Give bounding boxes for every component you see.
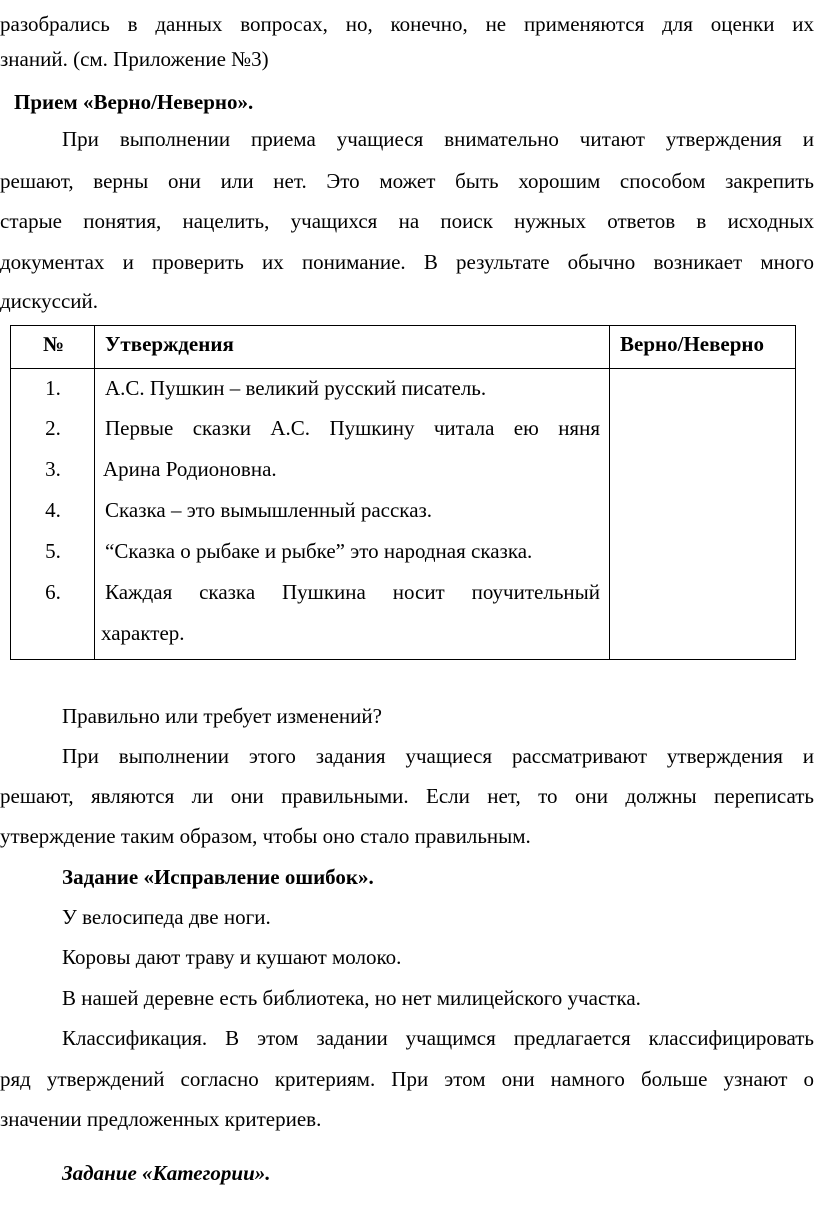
statement-line: Каждая сказка Пушкина носит поучительный [105,580,600,604]
header-number-label: № [43,332,65,356]
table-header-row [11,326,796,369]
row-number: 6. [45,580,61,604]
header-number [11,326,95,369]
statement-line: А.С. Пушкин – великий русский писатель. [105,376,487,400]
answer-cell[interactable] [610,369,796,660]
header-statements [95,326,610,369]
header-statements-label: Утверждения [105,332,234,356]
number-cell [11,369,95,660]
statement-line: Сказка – это вымышленный рассказ. [105,498,433,522]
paragraph-line: При выполнении приема учащиеся внимательно читают утверждения и [62,127,814,151]
paragraph-line: старые понятия, нацелить, учащихся на поиск нужных ответов в исходных [0,209,814,233]
statement-line: характер. [101,621,185,645]
row-number: 1. [45,376,61,400]
correction-item: У велосипеда две ноги. [62,905,271,929]
paragraph-line: При выполнении этого задания учащиеся рассматривают утверждения и [62,744,814,768]
correction-item: В нашей деревне есть библиотека, но нет милицейского участка. [62,986,641,1010]
paragraph-line: решают, верны они или нет. Это может быть хорошим способом закрепить [0,169,814,193]
statement-line: “Сказка о рыбаке и рыбке” это народная сказка. [105,539,533,563]
correction-heading: Задание «Исправление ошибок». [62,865,374,889]
paragraph-line: утверждение таким образом, чтобы оно стало правильным. [0,824,531,848]
row-number: 5. [45,539,61,563]
table-row [11,369,796,660]
statement-line: Первые сказки А.С. Пушкину читала ею няня [105,416,600,440]
header-answer [610,326,796,369]
paragraph-line: документах и проверить их понимание. В результате обычно возникает много [0,250,814,274]
intro-line: знаний. (см. Приложение №3) [0,47,269,71]
paragraph-line: решают, являются ли они правильными. Если нет, то они должны переписать [0,784,814,808]
row-number: 3. [45,457,61,481]
statements-cell [95,369,610,660]
paragraph-line: Классификация. В этом задании учащимся предлагается классифицировать [62,1026,814,1050]
technique-heading: Прием «Верно/Неверно». [14,90,254,114]
intro-line: разобрались в данных вопросах, но, конечно, не применяются для оценки их [0,12,814,36]
header-answer-label: Верно/Неверно [620,332,765,356]
statement-line: Арина Родионовна. [103,457,277,481]
paragraph-line: значении предложенных критериев. [0,1107,322,1131]
question-line: Правильно или требует изменений? [62,704,382,728]
row-number: 4. [45,498,61,522]
paragraph-line: ряд утверждений согласно критериям. При этом они намного больше узнают о [0,1067,814,1091]
paragraph-line: дискуссий. [0,289,99,313]
correction-item: Коровы дают траву и кушают молоко. [62,945,402,969]
row-number: 2. [45,416,61,440]
categories-heading: Задание «Категории». [62,1161,271,1185]
true-false-table [10,325,796,660]
